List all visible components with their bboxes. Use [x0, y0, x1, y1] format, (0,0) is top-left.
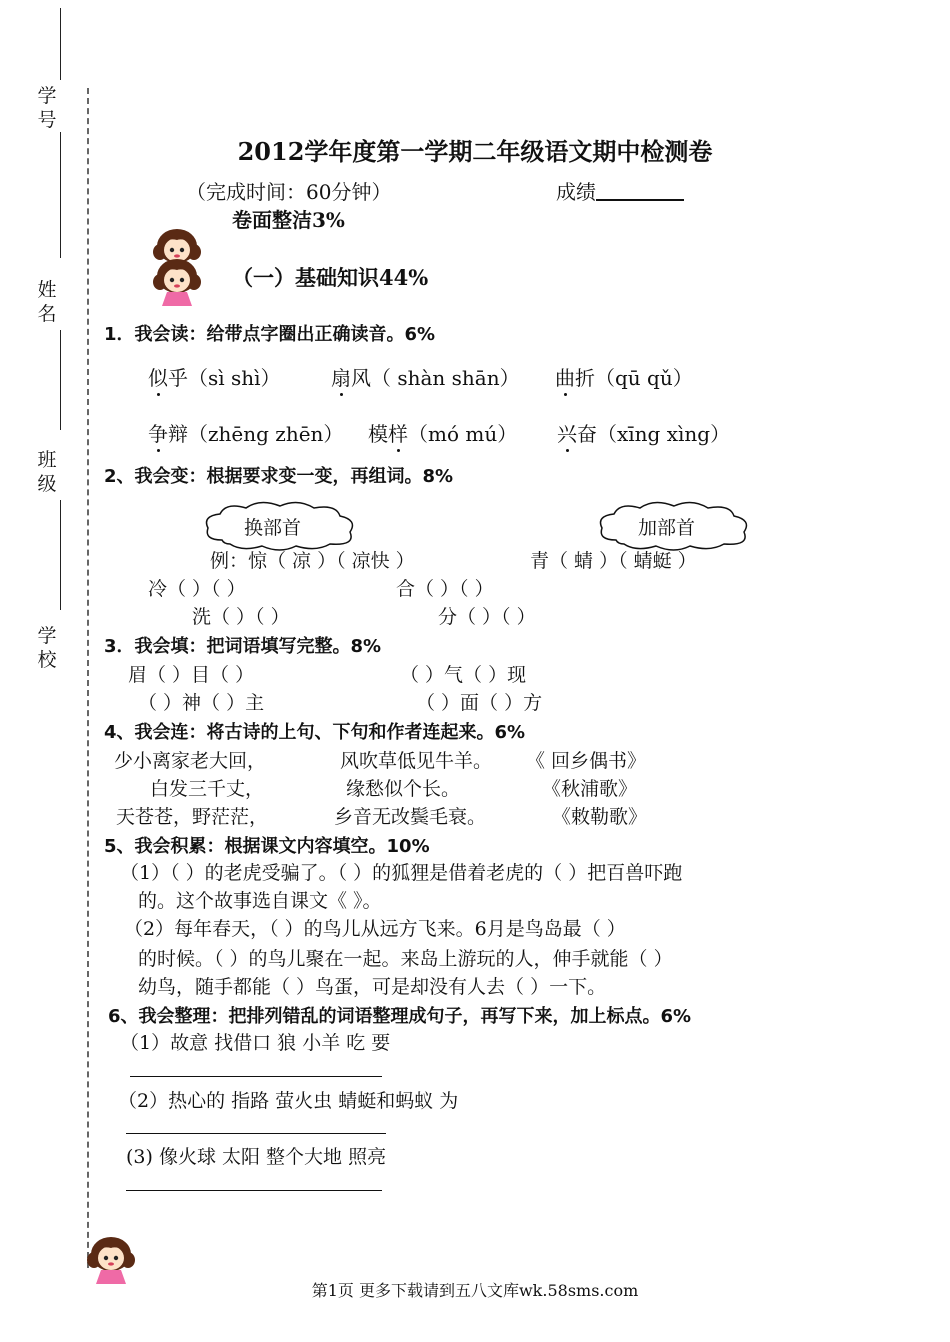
time-note: （完成时间：60分钟） — [186, 180, 392, 204]
q5-title: 5、我会积累：根据课文内容填空。10% — [104, 836, 430, 857]
page-title: 2012学年度第一学期二年级语文期中检测卷 — [237, 137, 713, 166]
q1-item-text: 辩（zhēng zhēn） — [168, 422, 344, 446]
score-blank[interactable] — [596, 179, 684, 201]
q6-words: （2）热心的 指路 萤火虫 蜻蜓和蚂蚁 为 — [118, 1090, 459, 1112]
q5-line[interactable]: （2）每年春天，（ ）的鸟儿从远方飞来。6月是鸟岛最（ ） — [124, 918, 626, 940]
q2-row2-right[interactable]: 分（ ）（ ） — [438, 606, 536, 628]
poem-second-line[interactable]: 乡音无改鬓毛衰。 — [334, 806, 487, 828]
poem-first-line[interactable]: 天苍苍，野茫茫， — [116, 806, 269, 828]
poem-title[interactable]: 《敕勒歌》 — [552, 806, 648, 828]
poem-title[interactable]: 《秋浦歌》 — [542, 778, 638, 800]
dotted-char: 样 — [388, 418, 408, 447]
q5-line[interactable]: 的时候。（ ）的鸟儿聚在一起。来岛上游玩的人，伸手就能（ ） — [138, 948, 673, 970]
q3-row1-right[interactable]: （ ）气（ ）现 — [400, 664, 527, 686]
poem-first-line[interactable]: 少小离家老大回， — [114, 750, 267, 772]
q1-item[interactable] — [148, 418, 343, 447]
q2-row1-left[interactable]: 冷（ ）（ ） — [148, 578, 246, 600]
q1-item-text: 奋（xīng xìng） — [577, 422, 731, 446]
q3-title: 3．我会填：把词语填写完整。8% — [104, 636, 382, 657]
q6-title: 6、我会整理：把排列错乱的词语整理成句子，再写下来，加上标点。6% — [108, 1006, 692, 1027]
q1-item[interactable] — [148, 362, 281, 391]
cloud-label-add-radical: 加部首 — [638, 517, 696, 539]
cloud-label-change-radical: 换部首 — [244, 517, 302, 539]
q1-title: 1．我会读：给带点字圈出正确读音。6% — [104, 324, 436, 345]
girl-mascot-icon — [152, 256, 202, 308]
binding-dashed-line — [87, 88, 89, 1268]
q5-line[interactable]: （1）（ ）的老虎受骗了。（ ）的狐狸是借着老虎的（ ）把百兽吓跑 — [120, 862, 683, 884]
q1-item-text: 风（ shàn shān） — [351, 366, 520, 390]
answer-line[interactable] — [126, 1190, 382, 1191]
q2-row2-left[interactable]: 洗（ ）（ ） — [192, 606, 290, 628]
q1-item[interactable] — [331, 362, 520, 391]
q2-example-right: 青（ 蜻 ）（ 蜻蜓 ） — [530, 550, 697, 572]
dotted-char: 争 — [148, 418, 168, 447]
school-label: 学校 — [37, 625, 57, 671]
class-label: 班级 — [37, 449, 57, 495]
student-no-label: 学号 — [37, 85, 57, 131]
q3-row2-right[interactable]: （ ）面（ ）方 — [416, 692, 543, 714]
q1-item[interactable] — [555, 362, 693, 391]
q6-words: （1）故意 找借口 狼 小羊 吃 要 — [120, 1032, 391, 1054]
q5-line[interactable]: 幼鸟，随手都能（ ）鸟蛋，可是却没有人去（ ）一下。 — [138, 976, 607, 998]
q3-row2-left[interactable]: （ ）神（ ）主 — [138, 692, 265, 714]
dotted-char: 兴 — [557, 418, 577, 447]
q2-example-left: 例：惊（ 凉 ）（ 凉快 ） — [210, 550, 415, 572]
q1-item-text: 折（qū qǔ） — [575, 366, 693, 390]
binding-line-top — [60, 8, 61, 80]
score-label: 成绩 — [556, 180, 596, 204]
poem-title[interactable]: 《 回乡偶书》 — [526, 750, 647, 772]
poem-second-line[interactable]: 风吹草低见牛羊。 — [340, 750, 493, 772]
section-heading-basics: （一）基础知识44% — [232, 265, 429, 290]
answer-line[interactable] — [126, 1133, 386, 1134]
name-label: 姓名 — [37, 279, 57, 325]
q1-item-text: 乎（sì shì） — [168, 366, 281, 390]
binding-line-class — [60, 500, 61, 610]
poem-first-line[interactable]: 白发三千丈， — [150, 778, 265, 800]
q5-line[interactable]: 的。这个故事选自课文《 》。 — [138, 890, 382, 912]
dotted-char: 扇 — [331, 362, 351, 391]
q1-item-text: （mó mú） — [408, 422, 518, 446]
binding-line-name — [60, 330, 61, 430]
dotted-char: 似 — [148, 362, 168, 391]
dotted-char: 曲 — [555, 362, 575, 391]
q3-row1-left[interactable]: 眉（ ）目（ ） — [128, 664, 255, 686]
page-footer: 第1页 更多下载请到五八文库wk.58sms.com — [311, 1281, 639, 1300]
q1-item-text: 模 — [368, 422, 388, 446]
score-field[interactable] — [556, 176, 684, 205]
answer-line[interactable] — [130, 1076, 382, 1077]
q1-item[interactable] — [368, 418, 517, 447]
q4-title: 4、我会连：将古诗的上句、下句和作者连起来。6% — [104, 722, 526, 743]
q2-row1-right[interactable]: 合（ ）（ ） — [396, 578, 494, 600]
q2-title: 2、我会变：根据要求变一变，再组词。8% — [104, 466, 454, 487]
poem-second-line[interactable]: 缘愁似个长。 — [346, 778, 461, 800]
neatness-score: 卷面整洁3% — [232, 208, 345, 232]
q6-words: (3) 像火球 太阳 整个大地 照亮 — [126, 1146, 387, 1168]
q1-item[interactable] — [557, 418, 730, 447]
